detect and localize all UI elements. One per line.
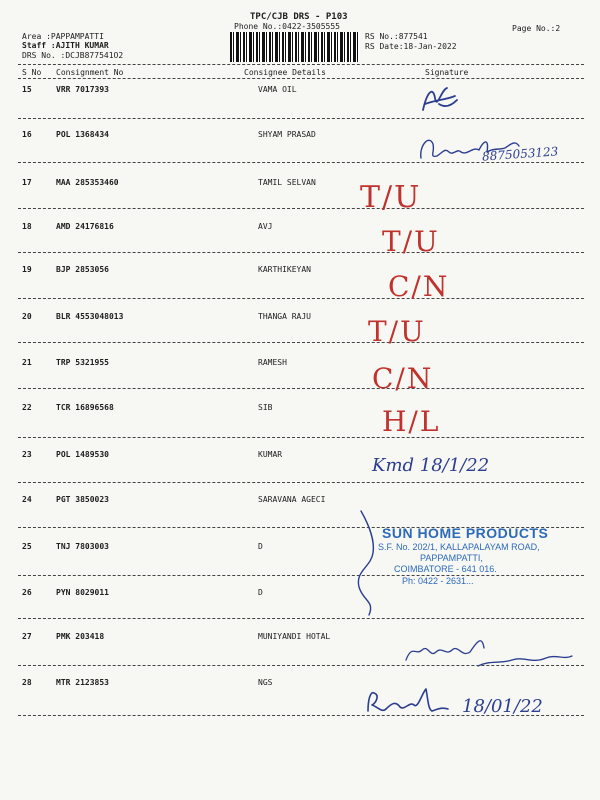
row-consignee: SARAVANA AGECI <box>258 495 326 504</box>
row-sno: 15 <box>22 85 32 94</box>
row-consignment-no: VRR 7017393 <box>56 85 109 94</box>
row-consignment-no: PMK 203418 <box>56 632 105 641</box>
table-row <box>0 178 600 218</box>
row-consignee: D <box>258 542 263 551</box>
row-divider <box>18 118 584 119</box>
row-sno: 27 <box>22 632 32 641</box>
handwritten-mark-row21: C/N <box>372 362 434 395</box>
col-signature: Signature <box>425 68 469 77</box>
table-row <box>0 85 600 125</box>
handwritten-mark-row20: T/U <box>368 315 426 348</box>
row-sno: 24 <box>22 495 32 504</box>
row-sno: 23 <box>22 450 32 459</box>
page-number: Page No.:2 <box>512 24 561 33</box>
barcode <box>230 32 360 62</box>
row-consignment-no: TRP 5321955 <box>56 358 109 367</box>
company-stamp <box>350 525 570 595</box>
row-sno: 26 <box>22 588 32 597</box>
signature-row15 <box>415 82 465 118</box>
table-row <box>0 358 600 398</box>
row-divider <box>18 618 584 619</box>
row-sno: 20 <box>22 312 32 321</box>
handwritten-mark-row17: T/U <box>360 180 422 215</box>
rs-number: RS No.:877541 <box>365 32 428 41</box>
row-consignee: RAMESH <box>258 358 287 367</box>
handwritten-mark-row19: C/N <box>388 270 450 303</box>
row-consignment-no: BJP 2853056 <box>56 265 109 274</box>
col-consignment: Consignment No <box>56 68 124 77</box>
row-consignee: THANGA RAJU <box>258 312 311 321</box>
row-divider <box>18 298 584 299</box>
row-consignment-no: MAA 285353460 <box>56 178 119 187</box>
phone-number: Phone No.:0422-3505555 <box>234 22 340 31</box>
row-divider <box>18 482 584 483</box>
col-sno: S No <box>22 68 42 77</box>
handwritten-phone: 8875053123 <box>481 144 559 164</box>
row-consignment-no: POL 1489530 <box>56 450 109 459</box>
area-label: Area :PAPPAMPATTI <box>22 32 104 41</box>
row-divider <box>18 388 584 389</box>
row-consignment-no: PYN 8029011 <box>56 588 109 597</box>
row-consignment-no: TNJ 7803003 <box>56 542 109 551</box>
signature-row27 <box>400 630 580 676</box>
row-consignment-no: MTR 2123853 <box>56 678 109 687</box>
row-consignee: SHYAM PRASAD <box>258 130 316 139</box>
handwritten-date-row28: 18/01/22 <box>462 696 543 717</box>
row-consignment-no: PGT 3850023 <box>56 495 109 504</box>
row-consignee: TAMIL SELVAN <box>258 178 316 187</box>
staff-label: Staff :AJITH KUMAR <box>22 41 109 50</box>
row-divider <box>18 252 584 253</box>
row-consignee: SIB <box>258 403 273 412</box>
row-consignment-no: TCR 16896568 <box>56 403 114 412</box>
report-title: TPC/CJB DRS - P103 <box>250 12 348 22</box>
handwritten-mark-row22: H/L <box>382 405 441 438</box>
table-row <box>0 312 600 352</box>
row-consignee: AVJ <box>258 222 273 231</box>
stamp-phone: Ph: 0422 - 2631... <box>402 576 474 586</box>
handwritten-mark-row18: T/U <box>382 225 440 258</box>
row-consignment-no: POL 1368434 <box>56 130 109 139</box>
drs-number: DRS No. :DCJB877541O2 <box>22 51 124 60</box>
row-divider <box>18 208 584 209</box>
stamp-name: SUN HOME PRODUCTS <box>382 525 549 541</box>
row-sno: 17 <box>22 178 32 187</box>
header-divider <box>18 64 584 65</box>
stamp-address-1: S.F. No. 202/1, KALLAPALAYAM ROAD, <box>378 542 540 552</box>
table-row <box>0 450 600 490</box>
row-consignee: D <box>258 588 263 597</box>
row-sno: 19 <box>22 265 32 274</box>
row-consignment-no: AMD 24176816 <box>56 222 114 231</box>
signature-row28 <box>362 683 457 719</box>
row-consignee: KARTHIKEYAN <box>258 265 311 274</box>
row-consignee: MUNIYANDI HOTAL <box>258 632 331 641</box>
stamp-address-2: PAPPAMPATTI, <box>420 553 483 563</box>
table-row <box>0 265 600 305</box>
row-sno: 28 <box>22 678 32 687</box>
row-consignment-no: BLR 4553048013 <box>56 312 124 321</box>
row-consignee: VAMA OIL <box>258 85 297 94</box>
row-sno: 18 <box>22 222 32 231</box>
column-divider <box>18 78 584 79</box>
handwritten-note-row23: Kmd 18/1/22 <box>372 455 490 476</box>
row-divider <box>18 342 584 343</box>
row-sno: 16 <box>22 130 32 139</box>
col-consignee: Consignee Details <box>244 68 326 77</box>
row-consignee: KUMAR <box>258 450 283 459</box>
rs-date: RS Date:18-Jan-2022 <box>365 42 457 51</box>
row-sno: 21 <box>22 358 32 367</box>
row-divider <box>18 437 584 438</box>
row-sno: 22 <box>22 403 32 412</box>
stamp-address-3: COIMBATORE - 641 016. <box>394 564 497 574</box>
row-consignee: NGS <box>258 678 273 687</box>
table-row <box>0 222 600 262</box>
row-sno: 25 <box>22 542 32 551</box>
